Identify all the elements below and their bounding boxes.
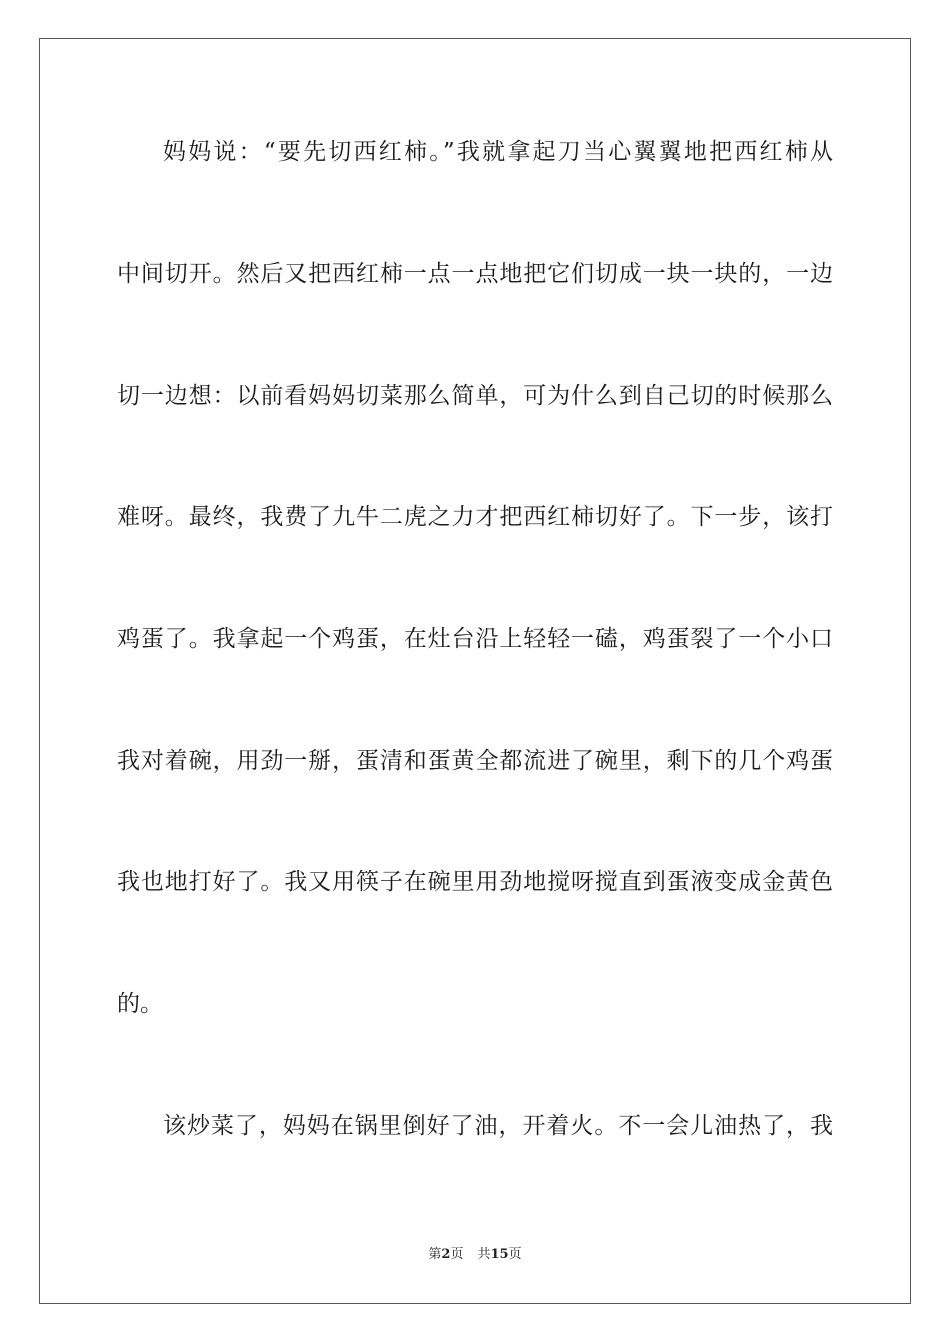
page-prefix: 第 xyxy=(428,1247,442,1262)
paragraph-1-line-7: 我也地打好了。我又用筷子在碗里用劲地搅呀搅直到蛋液变成金黄色 xyxy=(117,869,833,895)
page-number: 2 xyxy=(441,1247,451,1262)
paragraph-1-line-5: 鸡蛋了。我拿起一个鸡蛋，在灶台沿上轻轻一磕，鸡蛋裂了一个小口 xyxy=(117,626,833,652)
total-prefix: 共 xyxy=(477,1247,491,1262)
total-pages: 15 xyxy=(490,1247,509,1262)
paragraph-1-line-1: 妈妈说：“要先切西红柿。”我就拿起刀当心翼翼地把西红柿从 xyxy=(163,139,833,165)
paragraph-2-line-1: 该炒菜了，妈妈在锅里倒好了油，开着火。不一会儿油热了，我 xyxy=(163,1113,833,1139)
total-suffix: 页 xyxy=(508,1247,522,1262)
page-footer xyxy=(0,1246,950,1264)
paragraph-1-line-3: 切一边想：以前看妈妈切菜那么简单，可为什么到自己切的时候那么 xyxy=(117,383,833,409)
paragraph-1-line-4: 难呀。最终，我费了九牛二虎之力才把西红柿切好了。下一步，该打 xyxy=(117,504,833,530)
paragraph-1-line-8: 的。 xyxy=(117,991,163,1017)
page-suffix: 页 xyxy=(450,1247,464,1262)
paragraph-1-line-6: 我对着碗，用劲一掰，蛋清和蛋黄全都流进了碗里，剩下的几个鸡蛋 xyxy=(117,748,833,774)
paragraph-1-line-2: 中间切开。然后又把西红柿一点一点地把它们切成一块一块的，一边 xyxy=(117,261,833,287)
